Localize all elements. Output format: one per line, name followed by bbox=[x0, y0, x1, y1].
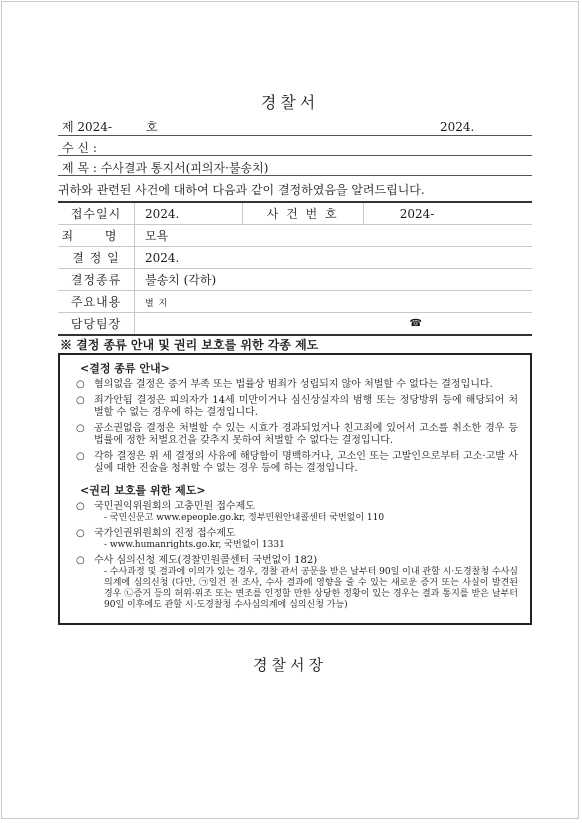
table-row bbox=[58, 313, 532, 336]
circle-bullet-icon: ○ bbox=[76, 423, 85, 434]
decision-item-text: 각하 결정은 위 세 결정의 사유에 해당함이 명백하거나, 고소인 또는 고발인으로부터 고소·고발 사실에 대한 진술을 청취할 수 없는 경우 등에 하는 결정입니다. bbox=[94, 451, 518, 474]
subject-label: 제 목 : bbox=[62, 161, 97, 175]
rights-item-title: 국민권익위원회의 고충민원 접수제도 bbox=[94, 501, 255, 512]
officer-value bbox=[135, 313, 533, 336]
circle-bullet-icon: ○ bbox=[76, 501, 85, 512]
list-item bbox=[72, 395, 518, 419]
header-divider bbox=[58, 155, 532, 156]
circle-bullet-icon: ○ bbox=[76, 379, 85, 390]
crime-label bbox=[58, 225, 135, 247]
summary-value-text: 별 지 bbox=[145, 298, 169, 309]
document-date: 2024. bbox=[440, 120, 475, 134]
decision-date-label: 결 정 일 bbox=[58, 247, 135, 269]
decision-item-text: 혐의없음 결정은 증거 부족 또는 법률상 범죄가 성립되지 않아 처벌할 수 없다는 결정입니다. bbox=[94, 379, 493, 390]
received-date-label: 접수일시 bbox=[58, 202, 135, 225]
header-divider bbox=[58, 175, 532, 176]
circle-bullet-icon: ○ bbox=[76, 555, 85, 566]
case-number-label: 사 건 번 호 bbox=[242, 202, 363, 225]
rights-item-detail: - 국민신문고 www.epeople.go.kr, 정부민원안내콜센터 국번없이 110 bbox=[104, 513, 385, 523]
decision-item-text: 죄가안됨 결정은 피의자가 14세 미만이거나 심신상실자의 범행 또는 정당방위 등에 해당되어 처벌할 수 없는 경우에 하는 결정입니다. bbox=[94, 395, 518, 418]
received-date-value: 2024. bbox=[135, 202, 243, 225]
case-info-table bbox=[58, 201, 532, 336]
phone-icon: ☎ bbox=[409, 318, 422, 329]
document-title: 경찰서 bbox=[260, 93, 320, 112]
list-item bbox=[72, 555, 518, 611]
list-item bbox=[72, 423, 518, 447]
document-number-prefix: 제 2024- bbox=[62, 120, 113, 134]
notice-heading: ※ 결정 종류 안내 및 권리 보호를 위한 각종 제도 bbox=[60, 338, 319, 352]
list-item bbox=[72, 501, 518, 524]
decision-section-title: <결정 종류 안내> bbox=[80, 362, 170, 375]
circle-bullet-icon: ○ bbox=[76, 451, 85, 462]
table-row bbox=[58, 225, 532, 247]
rights-item-title: 수사 심의신청 제도(경찰민원콜센터 국번없이 182) bbox=[94, 555, 318, 566]
list-item bbox=[72, 379, 518, 391]
decision-date-value: 2024. bbox=[135, 247, 533, 269]
list-item bbox=[72, 451, 518, 475]
circle-bullet-icon: ○ bbox=[76, 528, 85, 539]
table-row bbox=[58, 269, 532, 291]
decision-type-label: 결정종류 bbox=[58, 269, 135, 291]
crime-value: 모욕 bbox=[135, 225, 533, 247]
summary-value bbox=[135, 291, 533, 313]
document-page bbox=[1, 1, 579, 819]
rights-item-detail: - www.humanrights.go.kr, 국번없이 1331 bbox=[104, 540, 285, 550]
circle-bullet-icon: ○ bbox=[76, 395, 85, 406]
table-row bbox=[58, 291, 532, 313]
decision-item-text: 공소권없음 결정은 처벌할 수 있는 시효가 경과되었거나 친고죄에 있어서 고소를 취소한 경우 등 법률에 정한 처벌요건을 갖추지 못하여 처벌할 수 없다는 결정입니다. bbox=[94, 423, 518, 446]
issuer-signature: 경찰서장 bbox=[253, 656, 327, 674]
document-number-line bbox=[62, 118, 522, 136]
rights-item-detail: - 수사과정 및 결과에 이의가 있는 경우, 경찰 관서 공문을 받은 날부터 90일 이내 관할 시·도경찰청 수사심의계에 심의신청 (다만, ㉠일건 전 조사, 수사 결과에 영향을 줄 수 있는 새로운 증거 또는 사실이 발견된 경우 ㉡증거 등의 허위·위조 또는 변조를 인정할 만한 상당한 정황이 있는 경우는 결과 통지를 받은 날부터 90일 이후에도 관할 시·도경찰청 수사심의계에 심의신청 가능) bbox=[104, 567, 518, 610]
spacer bbox=[72, 479, 518, 483]
table-row bbox=[58, 202, 532, 225]
crime-label-text: 죄 명 bbox=[61, 229, 131, 243]
summary-label: 주요내용 bbox=[58, 291, 135, 313]
case-number-value: 2024- bbox=[363, 202, 532, 225]
list-item bbox=[72, 528, 518, 551]
intro-text: 귀하와 관련된 사건에 대하여 다음과 같이 결정하였음을 알려드립니다. bbox=[58, 183, 425, 197]
officer-label: 담당팀장 bbox=[58, 313, 135, 336]
subject-text: 수사결과 통지서(피의자·불송치) bbox=[100, 161, 269, 175]
notice-box bbox=[58, 353, 532, 625]
rights-section-title: <권리 보호를 위한 제도> bbox=[80, 484, 206, 497]
rights-item-title: 국가인권위원회의 진정 접수제도 bbox=[94, 528, 236, 539]
table-row bbox=[58, 247, 532, 269]
decision-type-value: 불송치 (각하) bbox=[135, 269, 533, 291]
recipient-label: 수 신 : bbox=[62, 141, 97, 155]
document-number-suffix: 호 bbox=[146, 120, 158, 134]
header-divider bbox=[58, 135, 532, 136]
